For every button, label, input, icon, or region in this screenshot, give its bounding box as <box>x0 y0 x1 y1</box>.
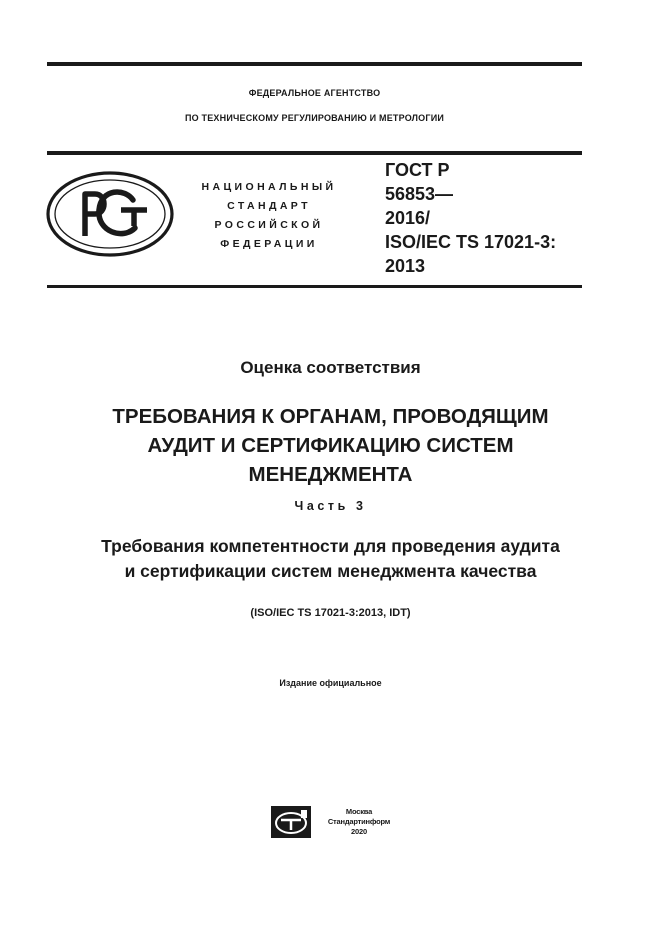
gost-r-logo-icon <box>45 170 175 258</box>
agency-name-line2: ПО ТЕХНИЧЕСКОМУ РЕГУЛИРОВАНИЮ И МЕТРОЛОГИИ <box>184 113 445 123</box>
document-part: Часть 3 <box>294 499 367 513</box>
designation-line: ISO/IEC TS 17021-3: <box>385 232 557 252</box>
part-title-line: и сертификации систем менеджмента качества <box>124 561 537 581</box>
standard-designation <box>385 158 585 278</box>
designation-line: ГОСТ Р <box>385 160 450 180</box>
national-standard-line: РОССИЙСКОЙ <box>214 219 324 231</box>
main-title-line: ТРЕБОВАНИЯ К ОРГАНАМ, ПРОВОДЯЩИМ <box>112 405 549 428</box>
header-bottom-rule <box>47 285 582 288</box>
publisher-year: 2020 <box>351 827 367 836</box>
document-main-title <box>30 402 631 489</box>
document-subject: Оценка соответствия <box>240 358 421 377</box>
national-standard-line: НАЦИОНАЛЬНЫЙ <box>201 181 337 193</box>
header-rule <box>47 151 582 155</box>
agency-name-line1: ФЕДЕРАЛЬНОЕ АГЕНТСТВО <box>248 88 381 98</box>
main-title-line: АУДИТ И СЕРТИФИКАЦИЮ СИСТЕМ <box>147 434 514 457</box>
publisher-city: Москва <box>345 807 373 816</box>
top-rule <box>47 62 582 66</box>
national-standard-caption <box>178 178 360 254</box>
national-standard-line: ФЕДЕРАЦИИ <box>220 238 318 250</box>
part-title-line: Требования компетентности для проведения аудита <box>101 536 560 556</box>
designation-line: 2016/ <box>385 208 431 228</box>
edition-label: Издание официальное <box>279 678 382 688</box>
document-part-title <box>30 534 631 584</box>
standartinform-logo-icon <box>271 806 311 838</box>
iso-reference: (ISO/IEC TS 17021-3:2013, IDT) <box>250 607 411 619</box>
designation-line: 56853— <box>385 184 454 204</box>
national-standard-line: СТАНДАРТ <box>227 200 311 212</box>
publisher-name: Стандартинформ <box>327 817 391 826</box>
main-title-line: МЕНЕДЖМЕНТА <box>248 463 413 486</box>
publisher-block <box>313 807 405 837</box>
designation-line: 2013 <box>385 256 426 276</box>
